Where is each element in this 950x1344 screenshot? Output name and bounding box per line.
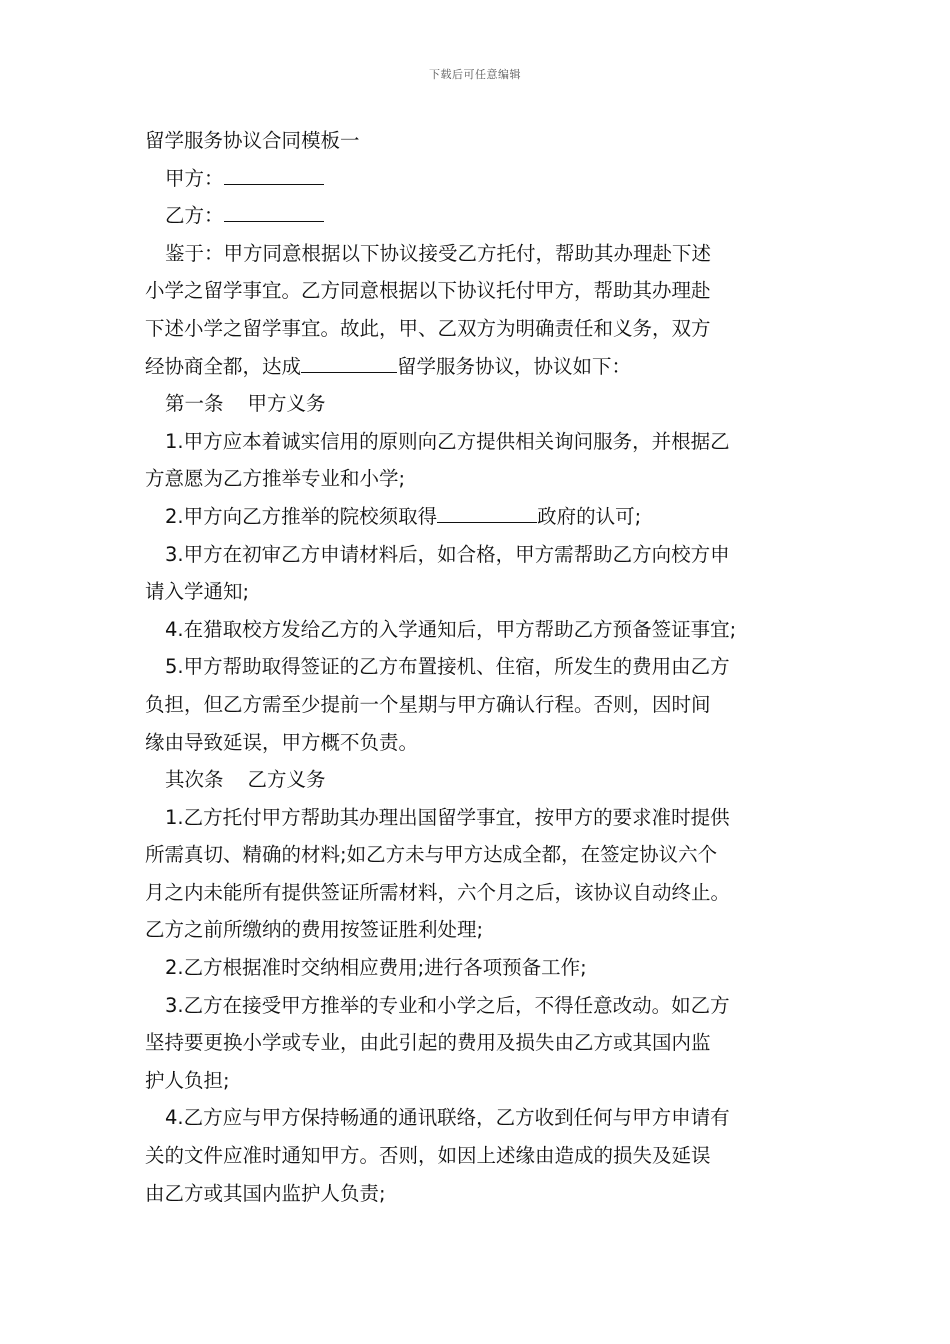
article-heading [145, 761, 825, 799]
clause-line: 由乙方或其国内监护人负责; [145, 1181, 386, 1205]
preamble-line: 小学之留学事宜。乙方同意根据以下协议托付甲方，帮助其办理赴 [145, 279, 711, 303]
article-title: 甲方义务 [247, 392, 326, 416]
clause-line: 月之内未能所有提供签证所需材料，六个月之后，该协议自动终止。 [145, 880, 731, 904]
party-b-line [145, 197, 825, 235]
clause-line: 4.在猎取校方发给乙方的入学通知后，甲方帮助乙方预备签证事宜; [165, 617, 737, 641]
clause-line: 2.乙方根据准时交纳相应费用;进行各项预备工作; [165, 956, 587, 980]
preamble-line: 鉴于：甲方同意根据以下协议接受乙方托付，帮助其办理赴下述 [165, 241, 712, 265]
clause-line: 缘由导致延误，甲方概不负责。 [145, 730, 419, 754]
article-title: 乙方义务 [247, 768, 326, 792]
clause-line: 3.甲方在初审乙方申请材料后，如合格，甲方需帮助乙方向校方申 [165, 542, 730, 566]
clause-line: 所需真切、精确的材料;如乙方未与甲方达成全都，在签定协议六个 [145, 843, 718, 867]
government-blank [437, 502, 537, 523]
clause-text: 政府的认可; [537, 504, 642, 528]
clause-line: 关的文件应准时通知甲方。否则，如因上述缘由造成的损失及延误 [145, 1144, 711, 1168]
document-title: 留学服务协议合同模板一 [145, 129, 360, 152]
party-a-blank [224, 164, 324, 185]
clause-line: 乙方之前所缴纳的费用按签证胜利处理; [145, 918, 484, 942]
document-body [145, 122, 825, 1212]
party-b-label: 乙方： [165, 204, 224, 228]
party-b-blank [224, 201, 324, 222]
clause-line: 护人负担; [145, 1068, 230, 1092]
preamble-text: 留学服务协议，协议如下： [397, 354, 632, 378]
clause-line: 负担，但乙方需至少提前一个星期与甲方确认行程。否则，因时间 [145, 692, 711, 716]
article-number: 其次条 [165, 768, 224, 792]
clause-line: 1.乙方托付甲方帮助其办理出国留学事宜，按甲方的要求准时提供 [165, 805, 730, 829]
clause-line: 5.甲方帮助取得签证的乙方布置接机、住宿，所发生的费用由乙方 [165, 655, 730, 679]
article-number: 第一条 [165, 392, 224, 416]
agreement-name-blank [301, 352, 397, 373]
clause-line: 4.乙方应与甲方保持畅通的通讯联络，乙方收到任何与甲方申请有 [165, 1106, 730, 1130]
preamble-line: 下述小学之留学事宜。故此，甲、乙双方为明确责任和义务，双方 [145, 316, 711, 340]
clause-text: 2.甲方向乙方推举的院校须取得 [165, 504, 438, 528]
clause-line: 3.乙方在接受甲方推举的专业和小学之后，不得任意改动。如乙方 [165, 993, 730, 1017]
preamble-text: 经协商全都，达成 [145, 354, 302, 378]
party-a-label: 甲方： [165, 166, 224, 190]
preamble-line [145, 348, 825, 386]
page-header-note: 下载后可任意编辑 [429, 68, 521, 81]
clause-line: 坚持要更换小学或专业，由此引起的费用及损失由乙方或其国内监 [145, 1031, 711, 1055]
article-heading [145, 385, 825, 423]
clause-line: 1.甲方应本着诚实信用的原则向乙方提供相关询问服务，并根据乙 [165, 429, 730, 453]
clause-line: 方意愿为乙方推举专业和小学; [145, 467, 406, 491]
clause-line [145, 498, 825, 536]
clause-line: 请入学通知; [145, 580, 250, 604]
party-a-line [145, 160, 825, 198]
